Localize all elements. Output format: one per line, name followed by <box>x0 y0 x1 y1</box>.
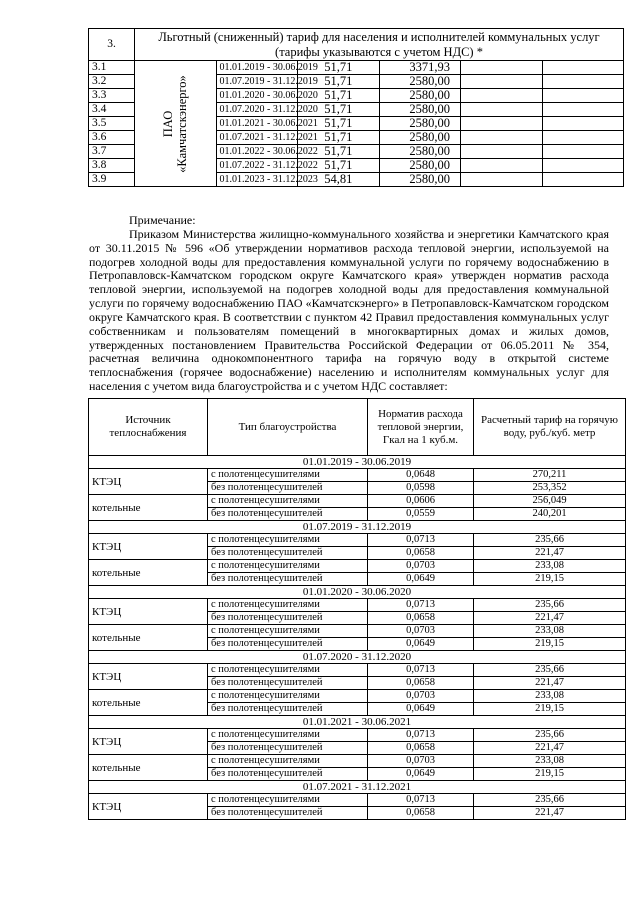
empty-cell <box>461 103 543 117</box>
table-row <box>89 794 626 807</box>
header-tariff: Расчетный тариф на горячую воду, руб./куб. метр <box>474 399 626 456</box>
section-number: 3. <box>89 29 135 61</box>
type-cell: с полотенцесушителями <box>208 469 368 482</box>
organization-line-1: ПАО <box>161 110 176 137</box>
period: 01.07.2022 - 31.12.2022 <box>216 159 298 173</box>
tariff-value-2: 2580,00 <box>379 145 461 159</box>
norm-cell: 0,0606 <box>368 495 474 508</box>
norm-cell: 0,0658 <box>368 547 474 560</box>
table-row <box>89 599 626 612</box>
norm-cell: 0,0559 <box>368 508 474 521</box>
tariff-value-2: 2580,00 <box>379 173 461 187</box>
type-cell: с полотенцесушителями <box>208 599 368 612</box>
tariff-value-2: 2580,00 <box>379 117 461 131</box>
header-type: Тип благоустройства <box>208 399 368 456</box>
type-cell: с полотенцесушителями <box>208 625 368 638</box>
tariff-value-2: 2580,00 <box>379 131 461 145</box>
empty-cell <box>542 75 624 89</box>
tariff-value-1: 51,71 <box>298 75 380 89</box>
source-cell: котельные <box>89 755 208 781</box>
type-cell: с полотенцесушителями <box>208 495 368 508</box>
table-row <box>89 755 626 768</box>
period: 01.07.2019 - 31.12.2019 <box>216 75 298 89</box>
tariff-value-1: 51,71 <box>298 61 380 75</box>
type-cell: с полотенцесушителями <box>208 755 368 768</box>
empty-cell <box>461 131 543 145</box>
tariff-cell: 221,47 <box>474 612 626 625</box>
tariff-cell: 219,15 <box>474 703 626 716</box>
period: 01.01.2019 - 30.06.2019 <box>216 61 298 75</box>
period-label: 01.07.2019 - 31.12.2019 <box>89 521 626 534</box>
tariff-cell: 233,08 <box>474 560 626 573</box>
source-cell: КТЭЦ <box>89 729 208 755</box>
row-number: 3.4 <box>89 103 135 117</box>
norm-cell: 0,0713 <box>368 664 474 677</box>
type-cell: без полотенцесушителей <box>208 547 368 560</box>
period-row <box>89 586 626 599</box>
norm-cell: 0,0649 <box>368 703 474 716</box>
period: 01.01.2023 - 31.12.2023 <box>216 173 298 187</box>
period: 01.01.2021 - 30.06.2021 <box>216 117 298 131</box>
header-norm: Норматив расхода тепловой энергии, Гкал на 1 куб.м. <box>368 399 474 456</box>
table-row <box>89 664 626 677</box>
empty-cell <box>542 103 624 117</box>
source-cell: КТЭЦ <box>89 534 208 560</box>
type-cell: без полотенцесушителей <box>208 573 368 586</box>
type-cell: без полотенцесушителей <box>208 742 368 755</box>
tariff-value-2: 2580,00 <box>379 159 461 173</box>
period-row <box>89 521 626 534</box>
tariff-value-1: 51,71 <box>298 159 380 173</box>
row-number: 3.2 <box>89 75 135 89</box>
organization-cell <box>135 61 217 187</box>
table-row <box>89 560 626 573</box>
empty-cell <box>542 145 624 159</box>
tariff-cell: 235,66 <box>474 534 626 547</box>
tariff-value-1: 51,71 <box>298 145 380 159</box>
header-source: Источник теплоснабжения <box>89 399 208 456</box>
tariff-value-2: 2580,00 <box>379 75 461 89</box>
empty-cell <box>542 159 624 173</box>
tariff-value-1: 51,71 <box>298 103 380 117</box>
norm-cell: 0,0703 <box>368 625 474 638</box>
norm-cell: 0,0658 <box>368 612 474 625</box>
period: 01.01.2022 - 30.06.2022 <box>216 145 298 159</box>
table-row <box>89 625 626 638</box>
note-title: Примечание: <box>129 213 196 227</box>
period-row <box>89 651 626 664</box>
source-cell: котельные <box>89 495 208 521</box>
tariff-value-1: 51,71 <box>298 117 380 131</box>
tariff-cell: 256,049 <box>474 495 626 508</box>
empty-cell <box>542 131 624 145</box>
norm-cell: 0,0649 <box>368 768 474 781</box>
table-row <box>89 690 626 703</box>
period: 01.07.2021 - 31.12.2021 <box>216 131 298 145</box>
type-cell: без полотенцесушителей <box>208 807 368 820</box>
source-cell: КТЭЦ <box>89 794 208 820</box>
tariff-row <box>89 61 624 75</box>
table-row <box>89 469 626 482</box>
period-label: 01.01.2019 - 30.06.2019 <box>89 456 626 469</box>
norm-cell: 0,0713 <box>368 729 474 742</box>
tariff-cell: 221,47 <box>474 547 626 560</box>
organization-line-2: «Камчатскэнерго» <box>175 74 190 173</box>
tariff-cell: 233,08 <box>474 755 626 768</box>
tariff-cell: 235,66 <box>474 664 626 677</box>
empty-cell <box>461 159 543 173</box>
row-number: 3.6 <box>89 131 135 145</box>
type-cell: с полотенцесушителями <box>208 794 368 807</box>
type-cell: с полотенцесушителями <box>208 729 368 742</box>
norm-cell: 0,0703 <box>368 690 474 703</box>
source-cell: КТЭЦ <box>89 664 208 690</box>
norm-cell: 0,0648 <box>368 469 474 482</box>
row-number: 3.5 <box>89 117 135 131</box>
norm-cell: 0,0649 <box>368 573 474 586</box>
empty-cell <box>461 145 543 159</box>
norm-cell: 0,0713 <box>368 534 474 547</box>
period-label: 01.07.2021 - 31.12.2021 <box>89 781 626 794</box>
tariff-value-2: 3371,93 <box>379 61 461 75</box>
table-row <box>89 495 626 508</box>
section-title: Льготный (сниженный) тариф для населения и исполнителей коммунальных услуг (тарифы указываются с учетом НДС) * <box>135 29 624 61</box>
tariff-table <box>88 28 624 187</box>
period-row <box>89 716 626 729</box>
row-number: 3.8 <box>89 159 135 173</box>
type-cell: без полотенцесушителей <box>208 768 368 781</box>
norm-cell: 0,0713 <box>368 794 474 807</box>
norm-cell: 0,0649 <box>368 638 474 651</box>
source-cell: КТЭЦ <box>89 469 208 495</box>
tariff-value-1: 54,81 <box>298 173 380 187</box>
type-cell: с полотенцесушителями <box>208 664 368 677</box>
calc-table-header <box>89 399 626 456</box>
norm-cell: 0,0598 <box>368 482 474 495</box>
tariff-section-row <box>89 29 624 61</box>
tariff-cell: 219,15 <box>474 573 626 586</box>
type-cell: с полотенцесушителями <box>208 534 368 547</box>
norm-cell: 0,0703 <box>368 560 474 573</box>
empty-cell <box>461 117 543 131</box>
type-cell: без полотенцесушителей <box>208 508 368 521</box>
type-cell: без полотенцесушителей <box>208 703 368 716</box>
row-number: 3.9 <box>89 173 135 187</box>
table-row <box>89 534 626 547</box>
tariff-value-1: 51,71 <box>298 131 380 145</box>
tariff-value-2: 2580,00 <box>379 89 461 103</box>
period: 01.01.2020 - 30.06.2020 <box>216 89 298 103</box>
norm-cell: 0,0658 <box>368 807 474 820</box>
period-row <box>89 781 626 794</box>
table-row <box>89 729 626 742</box>
note-section <box>89 214 609 394</box>
tariff-cell: 240,201 <box>474 508 626 521</box>
tariff-value-2: 2580,00 <box>379 103 461 117</box>
tariff-cell: 233,08 <box>474 625 626 638</box>
period: 01.07.2020 - 31.12.2020 <box>216 103 298 117</box>
tariff-cell: 221,47 <box>474 677 626 690</box>
empty-cell <box>461 173 543 187</box>
norm-cell: 0,0703 <box>368 755 474 768</box>
empty-cell <box>542 89 624 103</box>
row-number: 3.7 <box>89 145 135 159</box>
note-body: Приказом Министерства жилищно-коммунального хозяйства и энергетики Камчатского края от 30.11.2015 № 596 «Об утверждении нормативов расхода тепловой энергии, используемой на подогрев холодной воды для предоставления коммунальной услуги по горячему водоснабжению в Петропавловск-Камчатском городском округе Камчатского края» утвержден норматив расхода тепловой энергии, используемой на подогрев холодной воды для предоставления коммунальной услуги по горячему водоснабжению ПАО «Камчатскэнерго» в Петропавловск-Камчатском городском округе Камчатского края. В соответствии с пунктом 42 Правил предоставления коммунальных услуг собственникам и пользователям помещений в многоквартирных домах и жилых домов, утвержденных постановлением Правительства Российской Федерации от 06.05.2011 № 354, расчетная величина однокомпонентного тарифа на горячую воду в открытой системе теплоснабжения (горячее водоснабжение) населению и исполнителям коммунальных услуг для населения с учетом вида благоустройства и с учетом НДС составляет: <box>89 226 609 394</box>
calc-tariff-table <box>88 398 626 820</box>
empty-cell <box>542 117 624 131</box>
source-cell: КТЭЦ <box>89 599 208 625</box>
type-cell: без полотенцесушителей <box>208 677 368 690</box>
period-label: 01.07.2020 - 31.12.2020 <box>89 651 626 664</box>
tariff-cell: 221,47 <box>474 807 626 820</box>
empty-cell <box>461 61 543 75</box>
tariff-cell: 233,08 <box>474 690 626 703</box>
type-cell: с полотенцесушителями <box>208 560 368 573</box>
norm-cell: 0,0713 <box>368 599 474 612</box>
tariff-cell: 270,211 <box>474 469 626 482</box>
type-cell: с полотенцесушителями <box>208 690 368 703</box>
tariff-cell: 235,66 <box>474 599 626 612</box>
tariff-cell: 219,15 <box>474 638 626 651</box>
tariff-cell: 253,352 <box>474 482 626 495</box>
tariff-cell: 235,66 <box>474 794 626 807</box>
norm-cell: 0,0658 <box>368 742 474 755</box>
tariff-cell: 219,15 <box>474 768 626 781</box>
type-cell: без полотенцесушителей <box>208 638 368 651</box>
norm-cell: 0,0658 <box>368 677 474 690</box>
type-cell: без полотенцесушителей <box>208 482 368 495</box>
row-number: 3.3 <box>89 89 135 103</box>
period-label: 01.01.2021 - 30.06.2021 <box>89 716 626 729</box>
period-label: 01.01.2020 - 30.06.2020 <box>89 586 626 599</box>
organization-name <box>161 75 189 173</box>
source-cell: котельные <box>89 560 208 586</box>
row-number: 3.1 <box>89 61 135 75</box>
period-row <box>89 456 626 469</box>
empty-cell <box>461 89 543 103</box>
tariff-cell: 221,47 <box>474 742 626 755</box>
source-cell: котельные <box>89 690 208 716</box>
type-cell: без полотенцесушителей <box>208 612 368 625</box>
tariff-cell: 235,66 <box>474 729 626 742</box>
tariff-value-1: 51,71 <box>298 89 380 103</box>
source-cell: котельные <box>89 625 208 651</box>
empty-cell <box>461 75 543 89</box>
empty-cell <box>542 173 624 187</box>
empty-cell <box>542 61 624 75</box>
